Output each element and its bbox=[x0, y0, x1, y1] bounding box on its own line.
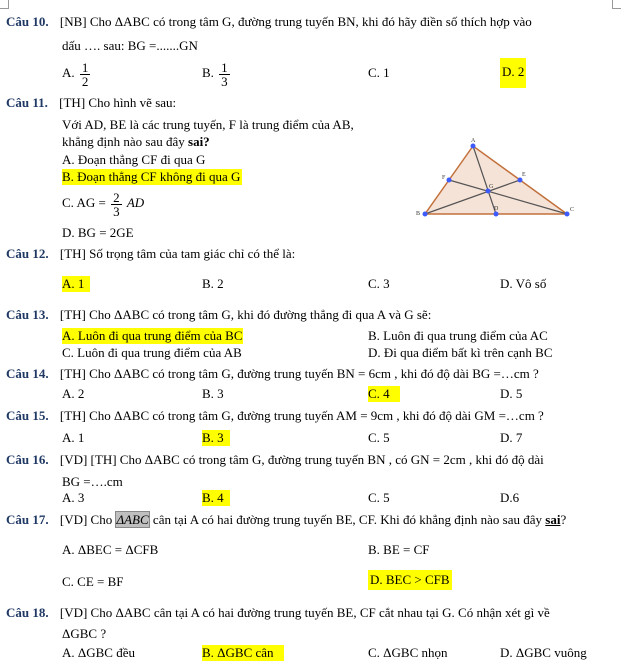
q17-triangle-highlight: ΔABC bbox=[116, 512, 149, 527]
q18-option-a: A. ΔGBC đều bbox=[62, 645, 135, 660]
q14-option-b: B. 3 bbox=[202, 386, 224, 401]
q11-line2: khẳng định nào sau đây sai? bbox=[62, 134, 210, 149]
q10-stem-line bbox=[6, 14, 532, 30]
q15-stem: [TH] Cho ΔABC có trong tâm G, đường trung tuyến AM = 9cm , khi đó độ dài GM =…cm ? bbox=[59, 408, 544, 423]
q17-stem: [VD] Cho ΔABC cân tại A có hai đường trung tuyến BE, CF. Khi đó khẳng định nào sau đây sai? bbox=[59, 512, 567, 527]
q14-option-a: A. 2 bbox=[62, 386, 85, 401]
q14-option-c: C. 4 bbox=[368, 386, 400, 402]
q15-option-b: B. 3 bbox=[202, 430, 230, 446]
q11-triangle-figure bbox=[410, 135, 590, 235]
q17-number: Câu 17. bbox=[6, 512, 49, 527]
q11-option-c: C. AG = $\frac{2}{3}$ AD bbox=[62, 189, 145, 219]
q14-stem-line bbox=[6, 366, 539, 382]
q13-stem: [TH] Cho ΔABC có trong tâm G, khi đó đường thẳng đi qua A và G sẽ: bbox=[59, 307, 432, 322]
q15-option-a: A. 1 bbox=[62, 430, 85, 445]
q12-stem-line bbox=[6, 246, 295, 262]
q18-option-b: B. ΔGBC cân bbox=[202, 645, 284, 661]
q18-option-d: D. ΔGBC vuông bbox=[500, 645, 587, 660]
q11-line1: Với AD, BE là các trung tuyến, F là trung điểm của AB, bbox=[62, 117, 354, 132]
q12-option-c: C. 3 bbox=[368, 276, 390, 291]
q11-stem-line bbox=[6, 95, 176, 111]
q11-number: Câu 11. bbox=[6, 95, 48, 110]
q15-stem-line bbox=[6, 408, 544, 424]
q13-stem-line bbox=[6, 307, 431, 323]
q13-option-d: D. Đi qua điểm bất kì trên cạnh BC bbox=[368, 345, 553, 360]
q11-option-b: B. Đoạn thẳng CF không đi qua G bbox=[62, 169, 241, 184]
q11-option-a: A. Đoạn thẳng CF đi qua G bbox=[62, 152, 206, 167]
q11-stem: [TH] Cho hình vẽ sau: bbox=[59, 95, 177, 110]
label-a: A bbox=[471, 138, 476, 144]
point-e bbox=[518, 178, 523, 183]
q10-option-a: A. $\frac{1}{2}$ bbox=[62, 59, 89, 89]
q10-fraction-b: $\frac{1}{3}$ bbox=[221, 59, 228, 89]
q12-number: Câu 12. bbox=[6, 246, 49, 261]
q13-number: Câu 13. bbox=[6, 307, 49, 322]
q10-stem2: dấu …. sau: BG =.......GN bbox=[62, 38, 198, 53]
q15-option-c: C. 5 bbox=[368, 430, 390, 445]
label-e: E bbox=[522, 172, 526, 178]
q11-option-d: D. BG = 2GE bbox=[62, 225, 134, 240]
q12-stem: [TH] Số trọng tâm của tam giác chỉ có thể là: bbox=[59, 246, 296, 261]
q17-option-c: C. CE = BF bbox=[62, 574, 124, 589]
label-g: G bbox=[489, 184, 494, 190]
q10-fraction-a: $\frac{1}{2}$ bbox=[81, 59, 89, 89]
q16-option-d: D.6 bbox=[500, 490, 520, 505]
q12-option-b: B. 2 bbox=[202, 276, 224, 291]
q12-option-a: A. 1 bbox=[62, 276, 90, 292]
q13-option-a: A. Luôn đi qua trung điểm của BC bbox=[62, 328, 243, 343]
q16-option-a: A. 3 bbox=[62, 490, 85, 505]
q15-number: Câu 15. bbox=[6, 408, 49, 423]
point-f bbox=[447, 178, 452, 183]
q17-stem-line bbox=[6, 512, 566, 528]
q18-stem-line bbox=[6, 605, 550, 621]
q14-stem: [TH] Cho ΔABC có trong tâm G, đường trung tuyến BN = 6cm , khi đó độ dài BG =…cm ? bbox=[59, 366, 539, 381]
q17-option-a: A. ΔBEC = ΔCFB bbox=[62, 542, 159, 557]
page-corner-right bbox=[612, 0, 621, 9]
label-f: F bbox=[442, 175, 446, 181]
q10-option-c: C. 1 bbox=[368, 65, 390, 80]
q16-option-b: B. 4 bbox=[202, 490, 230, 506]
q18-number: Câu 18. bbox=[6, 605, 49, 620]
q12-option-d: D. Vô số bbox=[500, 276, 547, 291]
q15-option-d: D. 7 bbox=[500, 430, 523, 445]
q16-number: Câu 16. bbox=[6, 452, 49, 467]
page-corner-left bbox=[0, 0, 9, 9]
triangle-abc bbox=[425, 146, 567, 214]
q17-option-d: D. BEC > CFB bbox=[368, 570, 452, 590]
q16-stem: [VD] [TH] Cho ΔABC có trong tâm G, đường trung tuyến BN , có GN = 2cm , khi đó độ dài bbox=[59, 452, 544, 467]
point-d bbox=[494, 212, 499, 217]
q17-option-b: B. BE = CF bbox=[368, 542, 430, 557]
label-d: D bbox=[494, 206, 499, 212]
q16-stem-line bbox=[6, 452, 544, 468]
q14-number: Câu 14. bbox=[6, 366, 49, 381]
q10-option-d: D. 2 bbox=[500, 58, 526, 88]
q10-option-b: B. $\frac{1}{3}$ bbox=[202, 59, 228, 89]
q18-stem2: ΔGBC ? bbox=[62, 626, 107, 641]
label-c: C bbox=[570, 207, 575, 213]
q13-option-b: B. Luôn đi qua trung điểm của AC bbox=[368, 328, 548, 343]
q10-number: Câu 10. bbox=[6, 14, 49, 29]
q16-option-c: C. 5 bbox=[368, 490, 390, 505]
q18-option-c: C. ΔGBC nhọn bbox=[368, 645, 448, 660]
q16-stem2: BG =….cm bbox=[62, 474, 123, 489]
q10-stem: [NB] Cho ΔABC có trong tâm G, đường trung tuyến BN, khi đó hãy điền số thích hợp vào bbox=[59, 14, 532, 29]
q11-fraction: $\frac{2}{3}$ bbox=[113, 189, 120, 219]
label-b: B bbox=[416, 211, 421, 217]
point-c bbox=[565, 212, 570, 217]
q13-option-c: C. Luôn đi qua trung điểm của AB bbox=[62, 345, 242, 360]
q14-option-d: D. 5 bbox=[500, 386, 523, 401]
point-b bbox=[423, 212, 428, 217]
point-a bbox=[471, 144, 476, 149]
q18-stem: [VD] Cho ΔABC cân tại A có hai đường trung tuyến BE, CF cắt nhau tại G. Có nhận xét gì về bbox=[59, 605, 550, 620]
